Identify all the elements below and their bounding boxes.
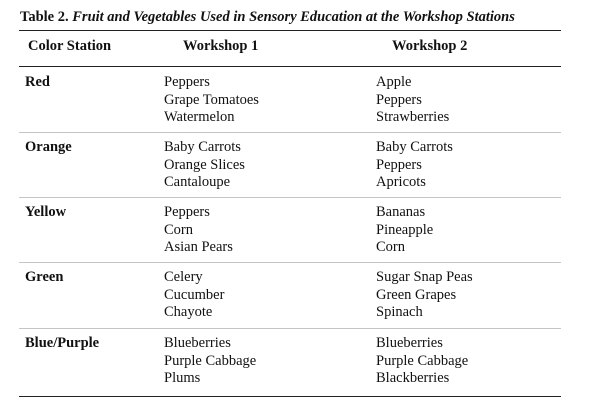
workshop-1-items — [164, 335, 256, 388]
row-divider — [19, 132, 561, 133]
list-item: Chayote — [164, 304, 213, 320]
station-label: Red — [25, 74, 50, 90]
workshop-2-items — [376, 204, 433, 257]
row-divider — [19, 262, 561, 263]
list-item: Apple — [376, 74, 412, 90]
table-title: Fruit and Vegetables Used in Sensory Education at the Workshop Stations — [72, 9, 515, 25]
workshop-1-items — [164, 204, 233, 257]
table-row-yellow — [0, 204, 600, 258]
list-item: Cucumber — [164, 286, 225, 303]
list-item: Peppers — [376, 156, 422, 173]
list-item: Orange Slices — [164, 156, 245, 173]
workshop-2-items — [376, 74, 449, 127]
table-row-green — [0, 269, 600, 323]
list-item: Baby Carrots — [376, 139, 453, 155]
station-label: Blue/Purple — [25, 335, 100, 351]
list-item: Bananas — [376, 204, 426, 220]
header-rule — [19, 66, 561, 67]
list-item: Peppers — [164, 74, 210, 90]
list-item: Purple Cabbage — [376, 352, 469, 369]
workshop-2-items — [376, 269, 473, 322]
list-item: Green Grapes — [376, 286, 457, 303]
table-bottom-rule — [19, 396, 561, 397]
workshop-2-items — [376, 139, 453, 192]
list-item: Blueberries — [376, 335, 443, 351]
list-item: Celery — [164, 269, 203, 285]
workshop-1-items — [164, 74, 259, 127]
list-item: Watermelon — [164, 109, 235, 125]
list-item: Peppers — [376, 91, 422, 108]
table-top-rule — [19, 30, 561, 31]
list-item: Purple Cabbage — [164, 352, 257, 369]
list-item: Strawberries — [376, 109, 450, 125]
list-item: Peppers — [164, 204, 210, 220]
header-color-station: Color Station — [28, 38, 112, 54]
list-item: Corn — [164, 221, 193, 238]
station-label: Green — [25, 269, 64, 285]
station-label: Yellow — [25, 204, 67, 220]
table-number: Table 2. — [20, 9, 69, 25]
list-item: Corn — [376, 239, 405, 255]
workshop-1-items — [164, 269, 224, 322]
station-label: Orange — [25, 139, 72, 155]
list-item: Grape Tomatoes — [164, 91, 259, 108]
header-workshop-1: Workshop 1 — [183, 38, 259, 54]
list-item: Pineapple — [376, 221, 434, 238]
table-row-orange — [0, 139, 600, 193]
list-item: Asian Pears — [164, 239, 233, 255]
table-row-red — [0, 74, 600, 128]
row-divider — [19, 328, 561, 329]
table-caption — [20, 8, 515, 26]
list-item: Blackberries — [376, 370, 450, 386]
list-item: Cantaloupe — [164, 174, 231, 190]
list-item: Plums — [164, 370, 201, 386]
list-item: Blueberries — [164, 335, 231, 351]
list-item: Spinach — [376, 304, 423, 320]
table-row-blue-purple — [0, 335, 600, 389]
header-workshop-2: Workshop 2 — [392, 38, 468, 54]
row-divider — [19, 197, 561, 198]
list-item: Sugar Snap Peas — [376, 269, 473, 285]
workshop-1-items — [164, 139, 245, 192]
list-item: Baby Carrots — [164, 139, 241, 155]
list-item: Apricots — [376, 174, 426, 190]
workshop-2-items — [376, 335, 468, 388]
